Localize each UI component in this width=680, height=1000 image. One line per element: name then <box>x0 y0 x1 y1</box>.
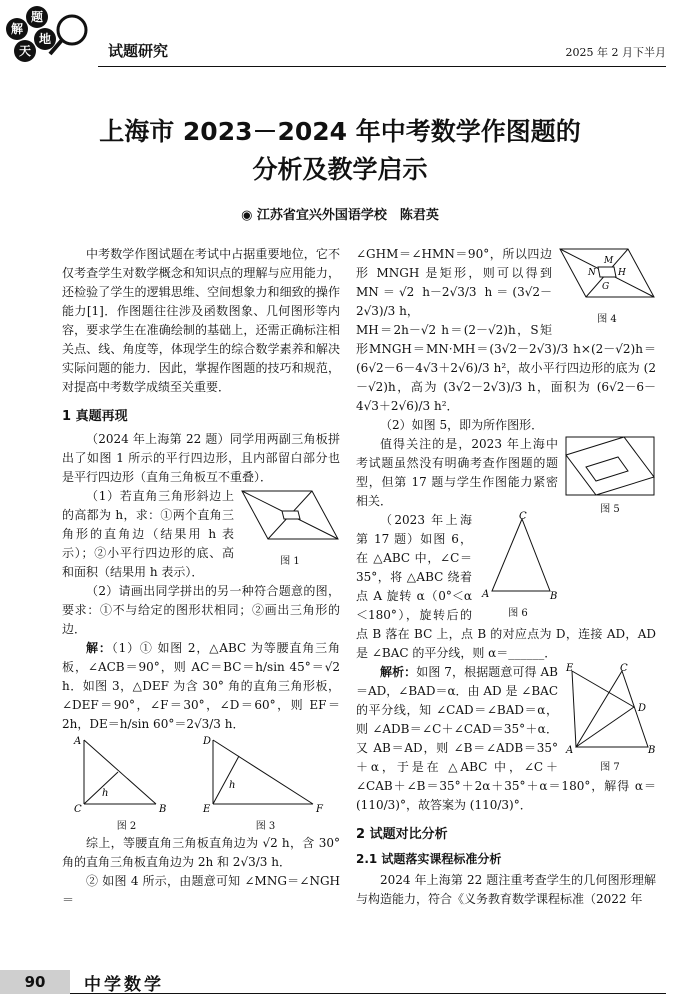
page-footer <box>0 960 680 1000</box>
page-number: 90 <box>0 970 70 994</box>
vertex-label: C <box>519 511 527 522</box>
section-heading: 2 试题对比分析 <box>356 827 448 842</box>
solution-text: （2）如图 5，即为所作图形． <box>380 418 544 432</box>
figure-4-diagram <box>558 245 656 307</box>
figure-caption: 图 5 <box>600 504 620 515</box>
badge-char: 题 <box>26 6 48 28</box>
badge-char: 天 <box>14 40 36 62</box>
solution-text: 如图 7，根据题意可得 AB＝AD，∠BAD＝α．由 AD 是 ∠BAC 的平分线，知 ∠CAD＝∠BAD＝α，则 ∠ADB＝∠C＋∠CAD＝35°＋α．又 AB＝AD，则 ∠B＝∠ADB＝35°＋α，于是在 △ABC 中，∠C＋∠CAB＋∠B＝35°＋2α＋35°＋α＝180°，解得 α＝(110/3)°，故答案为 (110/3)°． <box>356 665 656 812</box>
solution-text: ② 如图 4 所示，由题意可知 ∠MNG＝∠NGH＝ <box>62 874 340 907</box>
vertex-label: F <box>315 804 323 814</box>
figure-3-diagram <box>201 734 331 814</box>
figure-caption: 图 6 <box>508 608 528 619</box>
figure-row <box>62 734 340 834</box>
figure-1-diagram <box>240 487 340 549</box>
author-line: ◉ 江苏省宜兴外国语学校 陈君英 <box>241 208 439 223</box>
figure-caption: 图 3 <box>255 821 276 832</box>
article-title-line2: 分析及教学启示 <box>252 155 428 184</box>
solution-text: （1）① 如图 2，△ABC 为等腰直角三角板，∠ACB＝90°，则 AC＝BC＝h/sin 45°＝√2 h．如图 3，△DEF 为含 30° 角的直角三角形板，∠DEF＝90°，∠F＝30°，∠D＝60°，则 EF＝2h，DE＝h/sin 60°＝2√3/3 h． <box>62 641 340 731</box>
figure-caption: 图 1 <box>280 556 300 567</box>
figure-4 <box>558 245 656 327</box>
section-badge <box>4 4 100 66</box>
badge-char: 地 <box>34 28 56 50</box>
vertex-label: B <box>158 804 166 814</box>
figure-caption: 图 2 <box>116 821 137 832</box>
footer-rule <box>70 993 666 994</box>
page-header <box>0 0 680 70</box>
figure-7 <box>564 663 656 775</box>
header-rule <box>98 66 666 67</box>
vertex-label: B <box>648 745 656 755</box>
magnifier-icon <box>4 4 100 66</box>
solution-text: ∠GHM＝∠HMN＝90°，所以四边形 MNGH 是矩形，则可以得到 MN＝√2 h－2√3/3 h＝(3√2－2√3)/3 h， <box>356 247 552 318</box>
figure-1 <box>240 487 340 569</box>
solution-text: MH＝2h－√2 h＝(2－√2)h，S矩形MNGH＝MN·MH＝(3√2－2√3)/3 h×(2－√2)h＝(6√2－6－4√3＋2√6)/3 h²，故小平行四边形的底为 (2－√2)h，高为 (3√2－2√3)/3 h，面积为 (6√2－6－4√3＋2√6)/3 h²． <box>356 323 656 413</box>
vertex-label: D <box>202 736 211 747</box>
vertex-label: C <box>620 663 628 674</box>
left-column <box>62 245 340 910</box>
vertex-label: N <box>588 268 596 278</box>
figure-5-diagram <box>564 435 656 497</box>
problem-paragraph: （2024 年上海第 22 题）同学用两副三角板拼出了如图 1 所示的平行四边形，且内部留白部分也是平行四边形（直角三角板互不重叠）． <box>62 432 340 484</box>
figure-3 <box>201 734 331 834</box>
problem-paragraph: （2）请画出同学拼出的另一种符合题意的图，要求：①不与给定的图形状相同；②画出三角形的边． <box>62 584 340 636</box>
section-heading: 1 真题再现 <box>62 409 128 424</box>
vertex-label: A <box>482 589 490 600</box>
figure-caption: 图 7 <box>600 762 620 773</box>
summary-paragraph: 综上，等腰直角三角板直角边为 √2 h，含 30° 角的直角三角板直角边为 2h 和 2√3/3 h． <box>62 836 340 869</box>
paragraph: 2024 年上海第 22 题注重考查学生的几何图形理解与构造能力，符合《义务教育数学课程标准（2022 年 <box>356 873 656 906</box>
vertex-label: D <box>638 703 647 714</box>
vertex-label: M <box>604 256 614 266</box>
problem-paragraph: （1）若直角三角形斜边上的高都为 h，求：①两个直角三角形的直角边（结果用 h 表示）；②小平行四边形的底、高和面积（结果用 h 表示）． <box>62 489 234 579</box>
height-label: h <box>228 780 235 791</box>
vertex-label: C <box>73 804 82 814</box>
issue-date: 2025 年 2 月下半月 <box>565 46 666 59</box>
solution-label: 解析： <box>380 665 417 679</box>
vertex-label: A <box>73 736 81 747</box>
figure-7-diagram <box>564 663 656 755</box>
figure-6-diagram <box>478 511 558 601</box>
figure-2 <box>72 734 182 834</box>
intro-paragraph: 中考数学作图试题在考试中占据重要地位，它不仅考查学生对数学概念和知识点的理解与应用能力，还检验了学生的逻辑思维、空间想象力和细致的操作能力[1]．作图题往往涉及函数图象、几何图形等内容，要求学生在准确绘制的基础上，还需正确标注相关点、线、角度等，体现学生的综合数学素养和解决实际问题的能力．因此，掌握作图题的技巧和规范，对提高中考数学成绩至关重要． <box>62 247 340 394</box>
badge-char: 解 <box>6 18 28 40</box>
right-column <box>356 245 656 909</box>
vertex-label: G <box>602 282 610 292</box>
figure-6 <box>478 511 558 621</box>
figure-2-diagram <box>72 734 182 814</box>
figure-caption: 图 4 <box>597 314 617 325</box>
vertex-label: E <box>202 804 210 814</box>
vertex-label: B <box>550 591 558 601</box>
subsection-heading: 2.1 试题落实课程标准分析 <box>356 852 502 866</box>
vertex-label: A <box>566 745 574 755</box>
solution-label: 解： <box>86 641 112 655</box>
vertex-label: H <box>618 268 626 278</box>
problem-paragraph: （2023 年上海第 17 题）如图 6，在 △ABC 中，∠C＝35°，将 △ABC 绕着点 A 旋转 α（0°＜α＜180°），旋转后的点 B 落在 BC 上，点 B 的对应点为 D，连接 AD，AD 是 ∠BAC 的平分线，则 α＝______． <box>356 513 656 660</box>
height-label: h <box>101 788 108 799</box>
vertex-label: E <box>566 663 574 674</box>
section-title: 试题研究 <box>108 42 169 60</box>
journal-name: 中学数学 <box>84 975 164 995</box>
figure-5 <box>564 435 656 517</box>
article-title-line1: 上海市 2023－2024 年中考数学作图题的 <box>99 117 581 146</box>
paragraph: 值得关注的是，2023 年上海中考试题虽然没有明确考查作图题的题型，但第 17 题与学生作图能力紧密相关． <box>356 437 558 508</box>
